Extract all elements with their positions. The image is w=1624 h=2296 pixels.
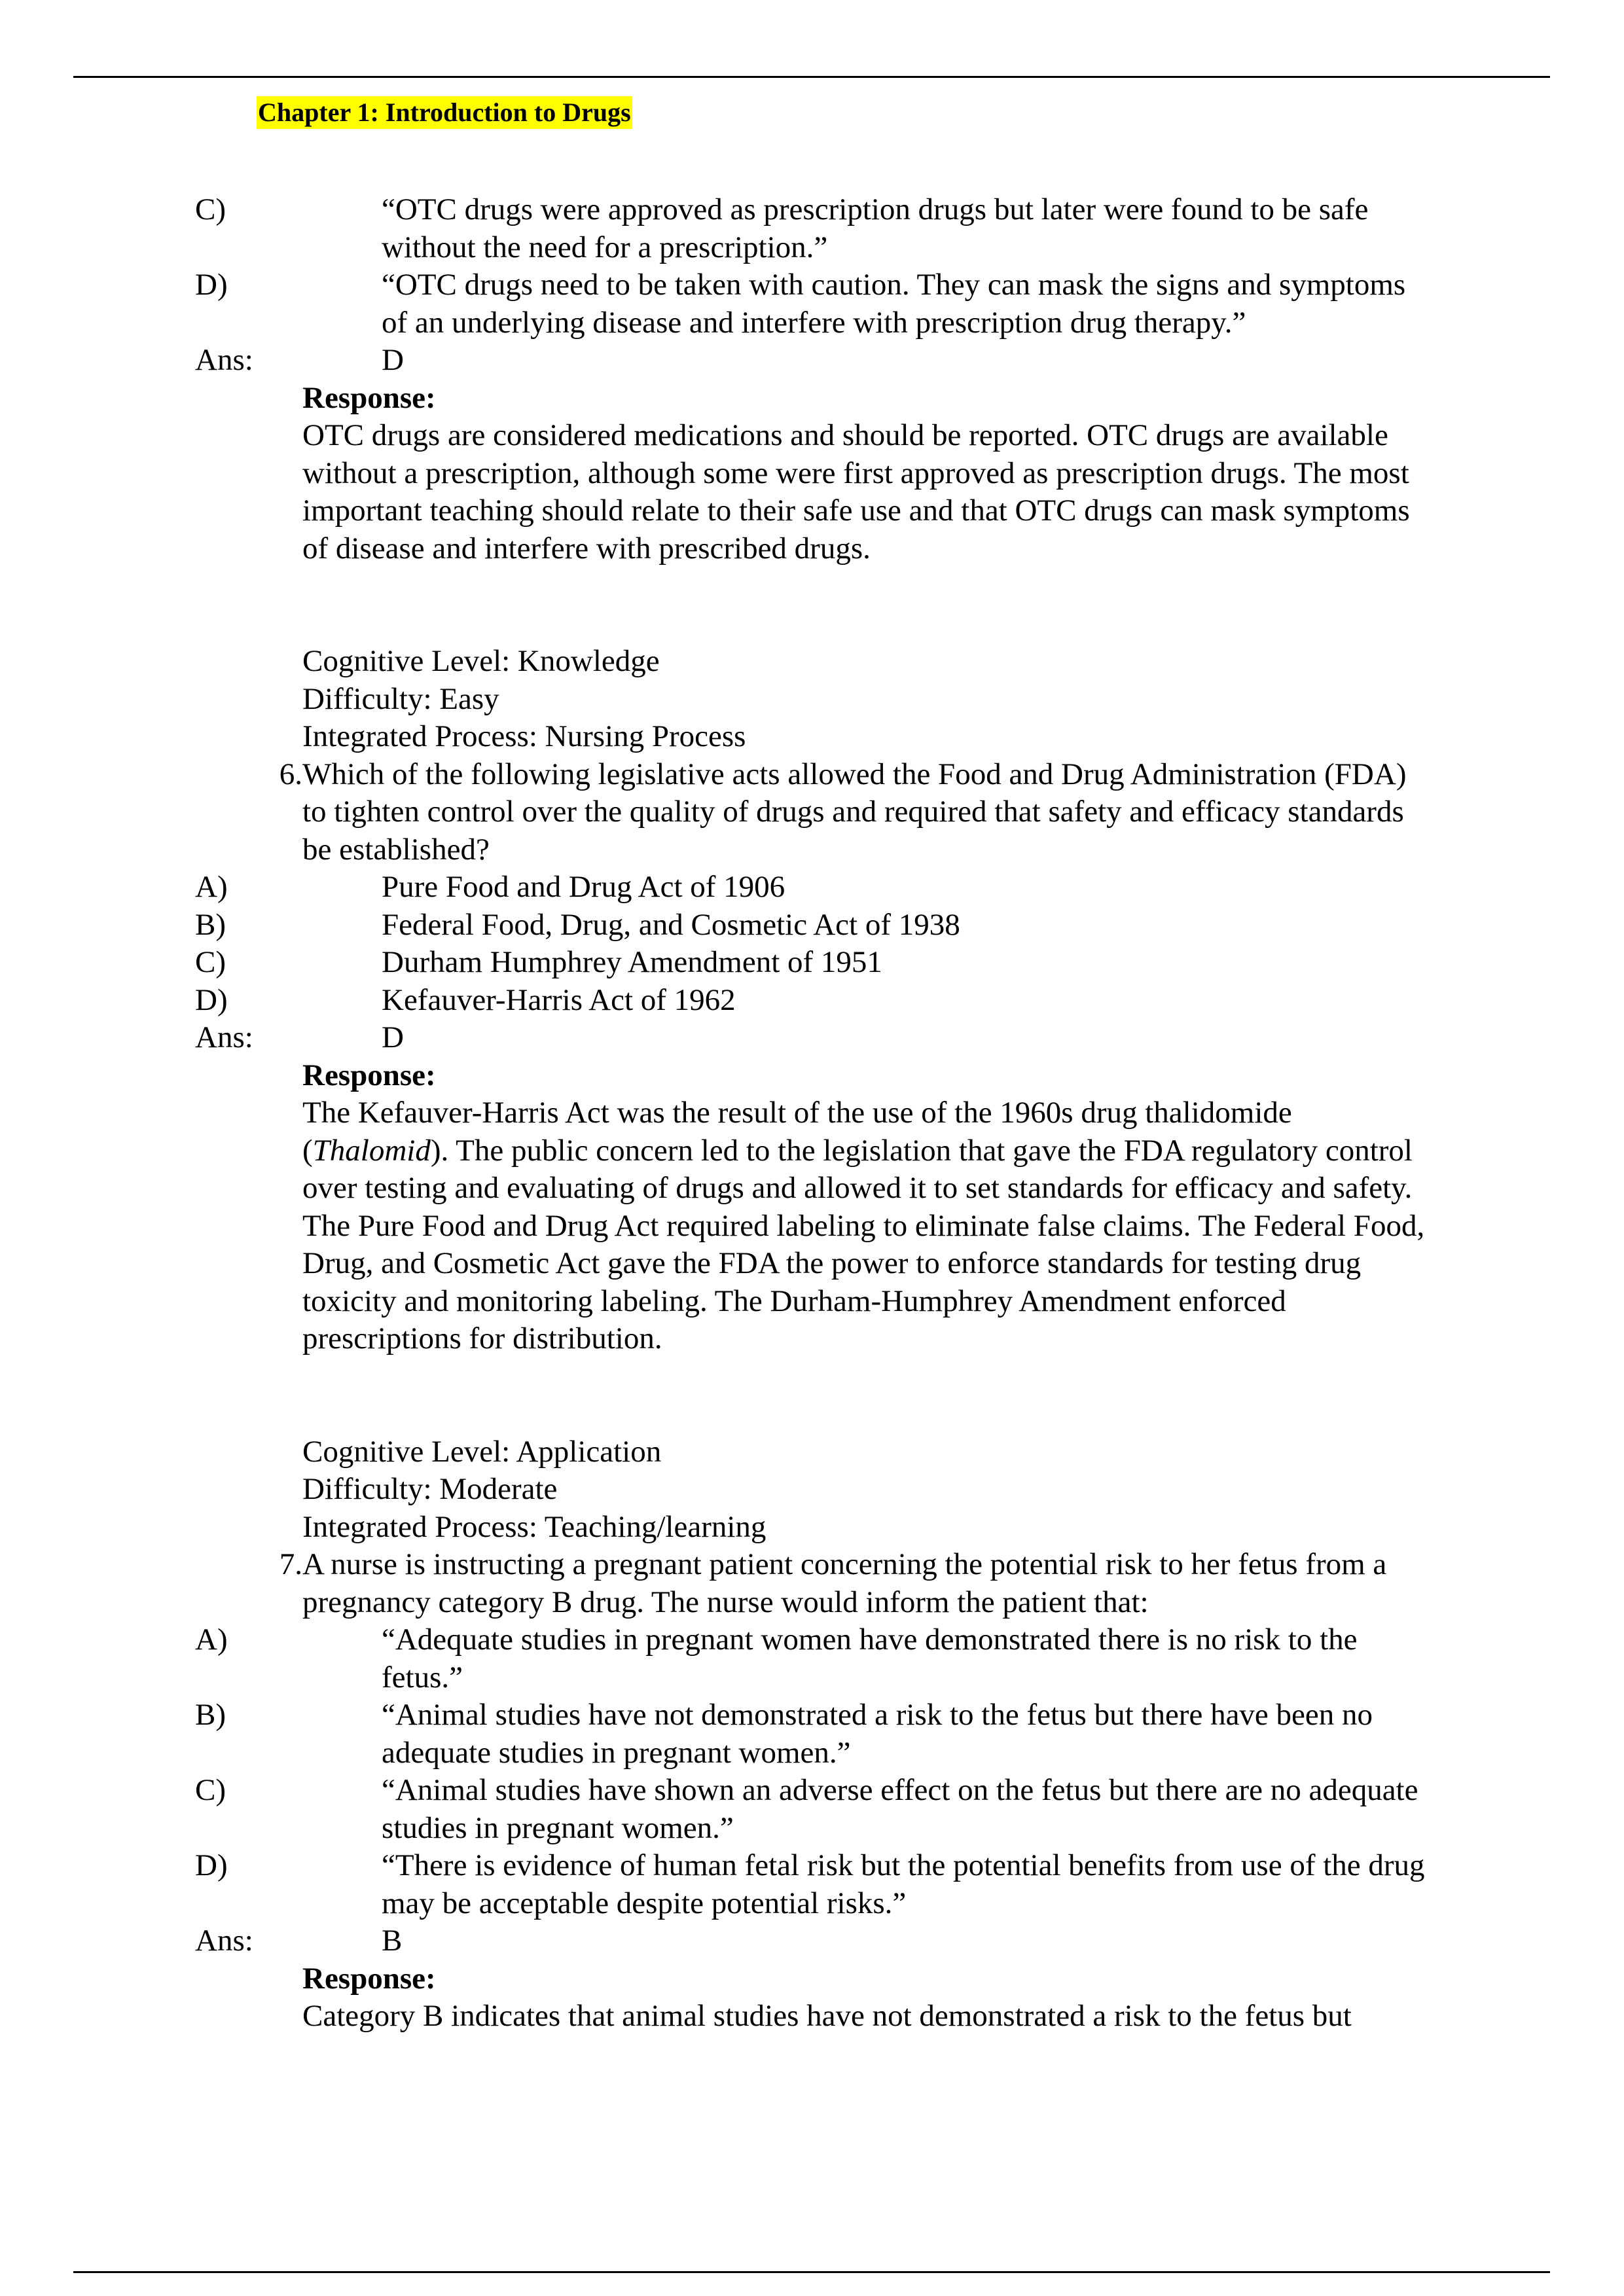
- question-number: 7.: [279, 1547, 302, 1581]
- answer-value: B: [382, 1924, 403, 1958]
- integrated-process: Integrated Process: Nursing Process: [302, 719, 746, 753]
- option-label: C): [195, 945, 226, 979]
- cognitive-level: Cognitive Level: Knowledge: [302, 644, 660, 678]
- integrated-process: Integrated Process: Teaching/learning: [302, 1509, 767, 1544]
- answer-value: D: [382, 343, 404, 377]
- top-rule: [73, 76, 1550, 78]
- option-text: Pure Food and Drug Act of 1906: [382, 870, 785, 904]
- response-heading: Response:: [302, 380, 436, 415]
- answer-row: [0, 342, 1624, 380]
- option-b: [0, 1696, 1624, 1772]
- difficulty: Difficulty: Moderate: [302, 1472, 558, 1506]
- option-a: [0, 1621, 1624, 1696]
- question-7: [0, 1546, 1624, 1621]
- option-text: Kefauver-Harris Act of 1962: [382, 982, 736, 1017]
- option-d: [0, 266, 1624, 342]
- option-text: “Adequate studies in pregnant women have demonstrated there is no risk to the fetus.”: [382, 1623, 1358, 1695]
- option-text: “Animal studies have shown an adverse effect on the fetus but there are no adequate studies in pregnant women.”: [382, 1773, 1418, 1845]
- question-text: A nurse is instructing a pregnant patient concerning the potential risk to her fetus from a pregnancy category B drug. The nurse would inform the patient that:: [302, 1547, 1387, 1619]
- response-text-part: ). The public concern led to the legislation that gave the FDA regulatory control over testing and evaluating of drugs and allowed it to set standards for efficacy and safety. The Pure Food and Drug Act required labeling to eliminate false claims. The Federal Food, Drug, and Cosmetic Act gave the FDA the power to enforce standards for testing drug toxicity and monitoring labeling. The Durham-Humphrey Amendment enforced prescriptions for distribution.: [302, 1133, 1425, 1355]
- bottom-rule: [73, 2271, 1550, 2273]
- document-body: [0, 191, 1624, 2036]
- answer-label: Ans:: [195, 1020, 253, 1054]
- option-label: C): [195, 1773, 226, 1807]
- option-a: [0, 869, 1624, 906]
- option-label: C): [195, 192, 226, 226]
- question-number: 6.: [279, 757, 302, 791]
- response-heading: Response:: [302, 1961, 436, 1996]
- option-c: [0, 191, 1624, 266]
- chapter-title: Chapter 1: Introduction to Drugs: [257, 96, 632, 129]
- option-c: [0, 1772, 1624, 1847]
- option-label: B): [195, 1698, 226, 1732]
- question-text: Which of the following legislative acts allowed the Food and Drug Administration (FDA) to tighten control over the quality of drugs and required that safety and efficacy standards be established?: [302, 757, 1407, 867]
- option-label: A): [195, 870, 228, 904]
- difficulty: Difficulty: Easy: [302, 681, 499, 716]
- answer-row: [0, 1922, 1624, 1960]
- option-text: “OTC drugs were approved as prescription drugs but later were found to be safe without the need for a prescription.”: [382, 192, 1369, 264]
- response-text: [302, 1094, 1435, 1358]
- option-text: “OTC drugs need to be taken with caution. They can mask the signs and symptoms of an underlying disease and interfere with prescription drug therapy.”: [382, 268, 1406, 340]
- response-text-part: The Kefauver-Harris Act was the result of the use of the 1960s drug thalidomide (: [302, 1096, 1292, 1168]
- spacer: [0, 567, 1624, 643]
- answer-label: Ans:: [195, 1924, 253, 1958]
- answer-row: [0, 1019, 1624, 1057]
- response-text: Category B indicates that animal studies have not demonstrated a risk to the fetus but: [302, 1999, 1352, 2033]
- option-b: [0, 906, 1624, 944]
- response-heading: Response:: [302, 1058, 436, 1092]
- spacer: [0, 1358, 1624, 1433]
- response-text: OTC drugs are considered medications and should be reported. OTC drugs are available without a prescription, although some were first approved as prescription drugs. The most important teaching should relate to their safe use and that OTC drugs can mask symptoms of disease and interfere with prescribed drugs.: [302, 418, 1410, 565]
- option-label: D): [195, 1848, 228, 1882]
- option-label: D): [195, 268, 228, 302]
- option-c: [0, 944, 1624, 982]
- option-label: D): [195, 982, 228, 1017]
- answer-value: D: [382, 1020, 404, 1054]
- option-label: A): [195, 1623, 228, 1657]
- option-label: B): [195, 907, 226, 942]
- answer-label: Ans:: [195, 343, 253, 377]
- option-text: Federal Food, Drug, and Cosmetic Act of 1938: [382, 907, 960, 942]
- option-text: “Animal studies have not demonstrated a risk to the fetus but there have been no adequate studies in pregnant women.”: [382, 1698, 1373, 1770]
- drug-brand-name: Thalomid: [312, 1133, 431, 1168]
- option-text: Durham Humphrey Amendment of 1951: [382, 945, 882, 979]
- question-6: [0, 756, 1624, 869]
- option-d: [0, 1847, 1624, 1922]
- cognitive-level: Cognitive Level: Application: [302, 1434, 662, 1469]
- option-d: [0, 982, 1624, 1020]
- option-text: “There is evidence of human fetal risk but the potential benefits from use of the drug may be acceptable despite potential risks.”: [382, 1848, 1425, 1920]
